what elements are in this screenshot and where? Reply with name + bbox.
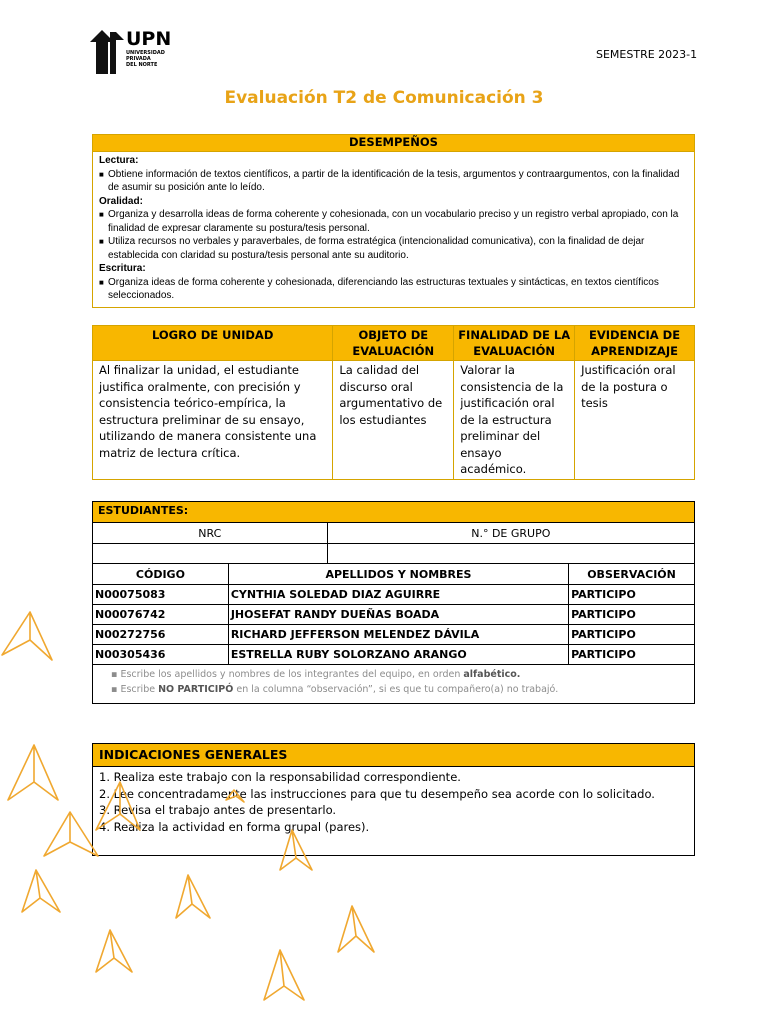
indicaciones-body (93, 767, 695, 856)
desempenos-table (92, 134, 695, 308)
evidencia-cell: Justificación oral de la postura o tesis (575, 361, 695, 480)
objeto-cell: La calidad del discurso oral argumentativo de los estudiantes (333, 361, 454, 480)
codigo-cell: N00272756 (93, 625, 229, 645)
list-item: ■ Organiza y desarrolla ideas de forma coherente y cohesionada, con un vocabulario preciso y un registro verbal apropiado, con la finalidad de expresar claramente su postura/tesis personal. (99, 209, 679, 234)
desempenos-heading: DESEMPEÑOS (93, 135, 695, 152)
semester-label: SEMESTRE 2023-1 (596, 48, 698, 61)
nombre-cell: RICHARD JEFFERSON MELENDEZ DÁVILA (228, 625, 568, 645)
list-item: ■ Utiliza recursos no verbales y paraverbales, de forma estratégica (intencionalidad comunicativa), con la finalidad de dejar establecida con claridad su postura/tesis personal ante su auditorio. (99, 236, 645, 261)
logro-table (92, 325, 695, 480)
observacion-header: OBSERVACIÓN (569, 564, 695, 585)
objeto-header: OBJETO DE EVALUACIÓN (333, 326, 454, 361)
nombres-header: APELLIDOS Y NOMBRES (228, 564, 568, 585)
page-title: Evaluación T2 de Comunicación 3 (224, 88, 544, 108)
observacion-cell: PARTICIPO (569, 625, 695, 645)
nrc-label: NRC (93, 523, 328, 544)
arrow-icon (96, 930, 132, 972)
indicaciones-table (92, 743, 695, 856)
list-item: 1. Realiza este trabajo con la responsabilidad correspondiente. (99, 770, 461, 784)
list-item: ■ Organiza ideas de forma coherente y cohesionada, diferenciando las estructuras textuales y sintácticas, en textos científicos seleccionados. (99, 276, 659, 301)
oralidad-label: Oralidad: (99, 195, 143, 207)
finalidad-header: FINALIDAD DE LA EVALUACIÓN (454, 326, 575, 361)
nombre-cell: JHOSEFAT RANDY DUEÑAS BOADA (228, 605, 568, 625)
finalidad-cell: Valorar la consistencia de la justificación oral de la estructura preliminar del ensayo académico. (454, 361, 575, 480)
arrow-icon (176, 875, 210, 918)
codigo-cell: N00076742 (93, 605, 229, 625)
nrc-field[interactable] (93, 544, 328, 564)
logro-cell: Al finalizar la unidad, el estudiante justifica oralmente, con precisión y consistencia teórico-empírica, la estructura preliminar de su ensayo, utilizando de manera consistente una matriz de lectura crítica. (93, 361, 333, 480)
upn-logo (88, 28, 188, 76)
grupo-label: N.° DE GRUPO (327, 523, 694, 544)
list-item: 3. Revisa el trabajo antes de presentarlo. (99, 803, 337, 817)
codigo-cell: N00075083 (93, 585, 229, 605)
table-row (93, 625, 695, 645)
observacion-cell: PARTICIPO (569, 585, 695, 605)
nombre-cell: ESTRELLA RUBY SOLORZANO ARANGO (228, 645, 568, 665)
table-row (93, 585, 695, 605)
arrow-icon (264, 950, 304, 1000)
table-row (93, 645, 695, 665)
grupo-field[interactable] (327, 544, 694, 564)
list-item: 4. Realiza la actividad en forma grupal (pares). (99, 819, 370, 834)
desempenos-body (93, 152, 695, 308)
table-row (93, 605, 695, 625)
codigo-cell: N00305436 (93, 645, 229, 665)
logro-header: LOGRO DE UNIDAD (93, 326, 333, 361)
arrow-icon (8, 745, 58, 800)
list-item: ■ Obtiene información de textos científicos, a partir de la identificación de la tesis, argumentos y contraargumentos, con la finalidad de asumir su posición ante lo leído. (99, 168, 680, 193)
estudiantes-table (92, 501, 695, 704)
arrow-icon (22, 870, 60, 912)
arrow-icon (44, 812, 98, 856)
estudiantes-heading: ESTUDIANTES: (93, 502, 695, 523)
codigo-header: CÓDIGO (93, 564, 229, 585)
indicaciones-heading: INDICACIONES GENERALES (93, 744, 695, 767)
list-item: 2. Lee concentradamente las instrucciones para que tu desempeño sea acorde con lo solicitado. (99, 786, 655, 801)
observacion-cell: PARTICIPO (569, 645, 695, 665)
lectura-label: Lectura: (99, 155, 139, 166)
note-2: ▪ Escribe NO PARTICIPÓ en la columna “observación”, si es que tu compañero(a) no trabajó. (111, 684, 559, 695)
nombre-cell: CYNTHIA SOLEDAD DIAZ AGUIRRE (228, 585, 568, 605)
arrow-icon (338, 906, 374, 952)
note-1: ▪ Escribe los apellidos y nombres de los integrantes del equipo, en orden alfabético. (111, 669, 521, 680)
logo-text: UPN (126, 28, 172, 50)
evidencia-header: EVIDENCIA DE APRENDIZAJE (575, 326, 695, 361)
arrow-icon (2, 612, 52, 660)
escritura-label: Escritura: (99, 263, 146, 274)
notes-cell (93, 665, 695, 704)
observacion-cell: PARTICIPO (569, 605, 695, 625)
logo-subtitle: UNIVERSIDAD PRIVADA DEL NORTE (126, 50, 165, 68)
